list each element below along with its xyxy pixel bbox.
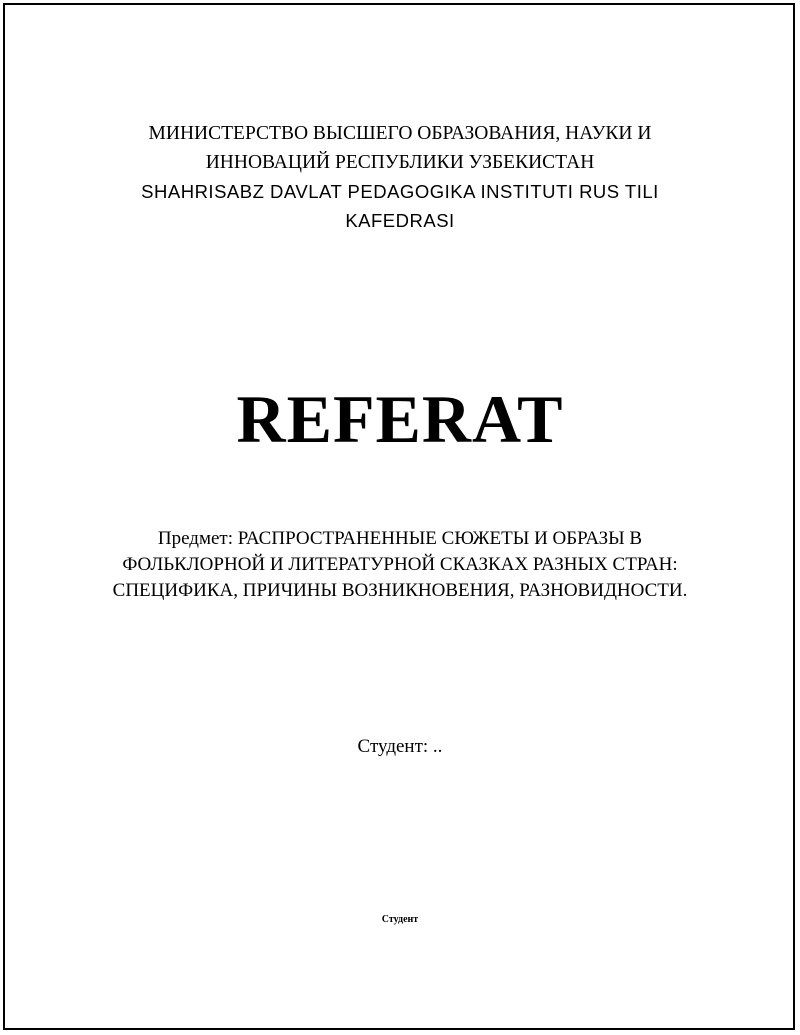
header-line-3: SHAHRISABZ DAVLAT PEDAGOGIKA INSTITUTI RUS TILI: [141, 181, 659, 202]
ministry-header: [0, 119, 800, 235]
subject-block: [0, 526, 800, 604]
footer-student-label: Студент: [381, 914, 419, 925]
document-title: REFERAT: [236, 381, 564, 457]
subject-line-2: ФОЛЬКЛОРНОЙ И ЛИТЕРАТУРНОЙ СКАЗКАХ РАЗНЫХ СТРАН:: [122, 554, 678, 575]
header-line-1: МИНИСТЕРСТВО ВЫСШЕГО ОБРАЗОВАНИЯ, НАУКИ И: [148, 123, 652, 144]
student-line: Студент: ..: [357, 736, 443, 757]
subject-line-1: Предмет: РАСПРОСТРАНЕННЫЕ СЮЖЕТЫ И ОБРАЗЫ В: [157, 528, 643, 549]
header-line-4: KAFEDRASI: [345, 210, 455, 231]
subject-line-3: СПЕЦИФИКА, ПРИЧИНЫ ВОЗНИКНОВЕНИЯ, РАЗНОВИДНОСТИ.: [112, 580, 688, 601]
header-line-2: ИННОВАЦИЙ РЕСПУБЛИКИ УЗБЕКИСТАН: [205, 152, 595, 173]
